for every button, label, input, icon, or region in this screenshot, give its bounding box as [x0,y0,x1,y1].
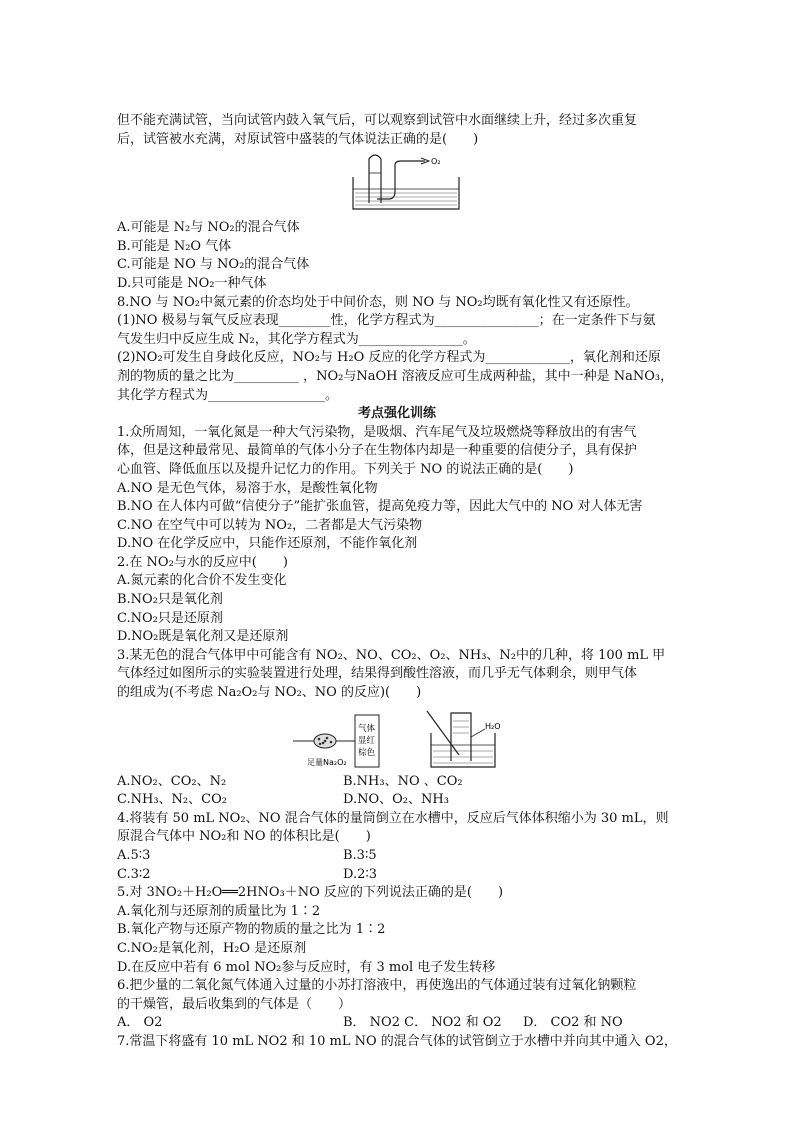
q8-line-3: 气发生归中反应生成 N₂，其化学方程式为________________。 [117,331,476,347]
p6-option-a: A． O2 [117,1015,163,1031]
p5-option-b: B.氧化产物与还原产物的物质的量之比为 1∶2 [117,922,386,938]
p3-option-c: C.NH₃、N₂、CO₂ [117,792,227,808]
p4-options-row-1 [117,847,677,866]
p1-option-c: C.NO 在空气中可以转为 NO₂，二者都是大气污染物 [117,517,423,533]
p2-option-a: A.氮元素的化合价不发生变化 [117,573,287,589]
box-text-line-3: 棕色 [358,747,376,758]
p1-option-b: B.NO 在人体内可做“信使分子”能扩张血管，提高免疫力等，因此大气中的 NO 对人体无害 [117,499,643,515]
water-label: H₂O [485,721,501,731]
p5-option-d: D.在反应中若有 6 mol NO₂参与反应时，有 3 mol 电子发生转移 [117,959,496,975]
reagent-label: 足量Na₂O₂ [307,757,347,767]
q8-line-2: (1)NO 极易与氧气反应表现________性，化学方程式为________________；在一定条件下与氨 [117,313,656,329]
gas-apparatus-drawing [117,707,677,771]
p1-line-3: 心血管、降低血压以及提升记忆力的作用。下列关于 NO 的说法正确的是( ) [117,461,574,477]
p6-line-1: 6.把少量的二氧化氮气体通入过量的小苏打溶液中，再使逸出的气体通过装有过氧化钠颗粒 [117,978,637,994]
p3-options-row-1 [117,773,677,792]
document-page [117,112,677,1052]
p4-option-a: A.5∶3 [117,848,151,863]
p2-option-b: B.NO₂只是氧化剂 [117,592,223,608]
q7-option-a: A.可能是 N₂与 NO₂的混合气体 [117,220,300,236]
test-tube-apparatus-drawing [117,151,677,213]
figure-gas-apparatus [117,707,677,771]
p5-option-c: C.NO₂是氧化剂，H₂O 是还原剂 [117,940,307,956]
p3-option-a: A.NO₂、CO₂、N₂ [117,773,227,789]
intro-line-1: 但不能充满试管，当向试管内鼓入氧气后，可以观察到试管中水面继续上升，经过多次重复 [117,113,638,128]
q7-option-d: D.只可能是 NO₂一种气体 [117,275,267,291]
p6-options-bcd: B． NO2 C． NO2 和 O2 D． CO2 和 NO [343,1015,623,1031]
p1-line-1: 1.众所周知，一氧化氮是一种大气污染物，是吸烟、汽车尾气及垃圾燃烧等释放出的有害气 [117,424,637,440]
p4-line-1: 4.将装有 50 mL NO₂、NO 混合气体的量筒倒立在水槽中，反应后气体体积缩小为 30 mL，则 [117,810,669,826]
p1-line-2: 体，但是这种最常见、最简单的气体小分子在生物体内却是一种重要的信使分子，具有保护 [117,443,638,459]
q8-line-5: 剂的物质的量之比为__________ ，NO₂与NaOH 溶液反应可生成两种盐，其中一种是 NaNO₃， [117,368,674,384]
p2-option-c: C.NO₂只是还原剂 [117,610,223,626]
p1-option-d: D.NO 在化学反应中，只能作还原剂，不能作氧化剂 [117,536,418,552]
q8-line-6: 其化学方程式为__________________。 [117,387,339,403]
q7-option-b: B.可能是 N₂O 气体 [117,238,232,254]
p7-line-1: 7.常温下将盛有 10 mL NO2 和 10 mL NO 的混合气体的试管倒立于水槽中并向其中通入 O2， [117,1033,677,1049]
p3-line-3: 的组成为(不考虑 Na₂O₂与 NO₂、NO 的反应)( ) [117,685,422,701]
p3-options-row-2 [117,791,677,810]
box-text-line-2: 显红 [358,735,376,746]
p6-options-row [117,1014,677,1033]
intro-line-2: 后，试管被水充满，对原试管中盛装的气体说法正确的是( ) [117,131,479,147]
p6-line-2: 的干燥管，最后收集到的气体是（ ） [117,996,352,1012]
p4-option-c: C.3∶2 [117,866,151,882]
oxygen-label: O₂ [431,157,441,167]
q7-option-c: C.可能是 NO 与 NO₂的混合气体 [117,257,310,273]
p4-option-d: D.2∶3 [343,866,378,882]
p3-line-2: 气体经过如图所示的实验装置进行处理，结果得到酸性溶液，而几乎无气体剩余，则甲气体 [117,666,638,682]
p4-options-row-2 [117,866,677,885]
section-title: 考点强化训练 [357,406,436,422]
p1-option-a: A.NO 是无色气体，易溶于水，是酸性氧化物 [117,480,378,496]
p4-option-b: B.3∶5 [343,848,377,863]
p3-line-1: 3.某无色的混合气体甲中可能含有 NO₂、NO、CO₂、O₂、NH₃、N₂中的几种，将 100 mL 甲 [117,647,666,663]
p3-option-b: B.NH₃、NO 、CO₂ [343,773,463,789]
p3-option-d: D.NO、O₂、NH₃ [343,792,449,808]
p2-line-1: 2.在 NO₂与水的反应中( ) [117,554,288,570]
q8-line-1: 8.NO 与 NO₂中氮元素的价态均处于中间价态，则 NO 与 NO₂均既有氧化性又有还原性。 [117,294,639,310]
box-text-line-1: 气体 [358,723,376,734]
p5-option-a: A.氧化剂与还原剂的质量比为 1∶2 [117,903,321,919]
p5-line-1: 5.对 3NO₂＋H₂O══2HNO₃＋NO 反应的下列说法正确的是( ) [117,885,504,901]
p4-line-2: 原混合气体中 NO₂和 NO 的体积比是( ) [117,829,371,845]
q8-line-4: (2)NO₂可发生自身歧化反应，NO₂与 H₂O 反应的化学方程式为_____________，氧化剂和还原 [117,350,661,366]
p2-option-d: D.NO₂既是氧化剂又是还原剂 [117,629,289,645]
figure-test-tube-apparatus [117,151,677,213]
